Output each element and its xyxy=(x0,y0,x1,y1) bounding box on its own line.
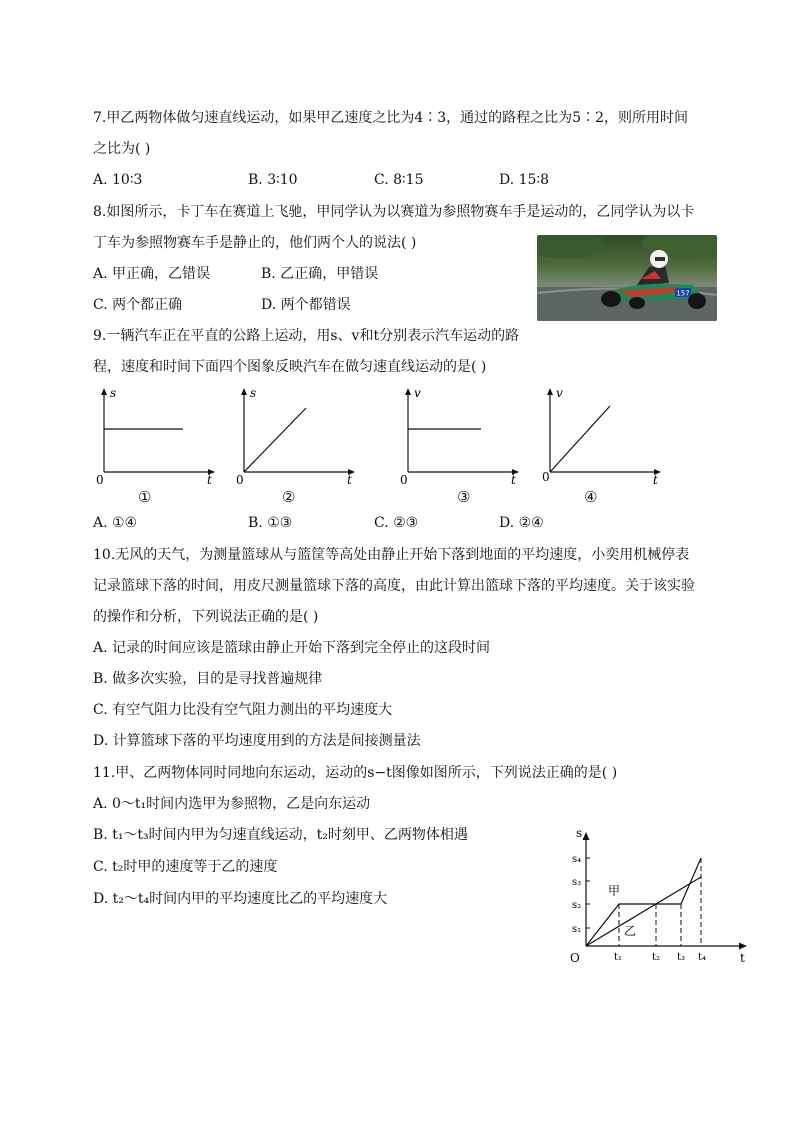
graph-3-origin: 0 xyxy=(400,473,408,485)
q11-ytick-s3: s₃ xyxy=(572,877,582,888)
graph-2-xlabel: t xyxy=(347,473,352,485)
q8-option-a: A. 甲正确，乙错误 xyxy=(93,266,211,282)
graph-3-vt-horizontal xyxy=(396,385,526,485)
q11-xtick-t2: t₂ xyxy=(652,952,661,963)
q11-graph-origin: O xyxy=(570,951,580,965)
q8-stem-line1: 8.如图所示，卡丁车在赛道上飞驰，甲同学认为以赛道为参照物赛车手是运动的，乙同学认为以卡 xyxy=(93,204,695,220)
graph-1-ylabel: s xyxy=(110,386,117,400)
graph-1-origin: 0 xyxy=(96,473,104,485)
graph-1-xlabel: t xyxy=(207,473,212,485)
q8-stem-line2: 丁车为参照物赛车手是静止的，他们两个人的说法( ) xyxy=(93,235,417,251)
q11-option-d: D. t₂～t₄时间内甲的平均速度比乙的平均速度大 xyxy=(93,891,388,907)
q11-xtick-t4: t₄ xyxy=(698,952,707,963)
q11-ytick-s4: s₄ xyxy=(572,854,582,865)
q9-option-d: D. ②④ xyxy=(499,515,544,531)
q7-stem-line1: 7.甲乙两物体做匀速直线运动，如果甲乙速度之比为4∶3，通过的路程之比为5∶2，则所用时间 xyxy=(93,110,688,126)
q10-option-c: C. 有空气阻力比没有空气阻力测出的平均速度大 xyxy=(93,702,393,718)
q11-graph-xlabel: t xyxy=(740,951,745,965)
graph-2-ylabel: s xyxy=(250,386,257,400)
q10-stem-line2: 记录篮球下落的时间，用皮尺测量篮球下落的高度，由此计算出篮球下落的平均速度。关于该实验 xyxy=(93,578,695,594)
graph-4-number: ④ xyxy=(584,488,598,506)
graph-3-ylabel: v xyxy=(414,386,421,400)
q11-st-graph xyxy=(560,825,760,970)
q11-label-jia: 甲 xyxy=(608,884,621,898)
q8-option-c: C. 两个都正确 xyxy=(93,297,183,313)
q11-ytick-s2: s₂ xyxy=(572,900,582,911)
graph-2-origin: 0 xyxy=(236,473,244,485)
graph-3-number: ③ xyxy=(457,488,471,506)
q9-option-b: B. ①③ xyxy=(248,515,293,531)
graph-4-vt-diagonal xyxy=(538,385,668,485)
q10-stem-line3: 的操作和分析，下列说法正确的是( ) xyxy=(93,609,319,625)
q7-stem-line2: 之比为( ) xyxy=(93,141,151,157)
graph-4-ylabel: v xyxy=(556,386,563,400)
kart-number: 157 xyxy=(676,289,690,298)
graph-2-st-diagonal xyxy=(232,385,362,485)
q10-stem-line1: 10.无风的天气，为测量篮球从与篮筐等高处由静止开始下落到地面的平均速度，小奕用机械停表 xyxy=(93,547,690,563)
q7-option-c: C. 8∶15 xyxy=(374,172,424,188)
q11-option-c: C. t₂时甲的速度等于乙的速度 xyxy=(93,859,278,875)
q7-option-a: A. 10∶3 xyxy=(93,172,143,188)
q11-label-yi: 乙 xyxy=(624,924,637,938)
q11-ytick-s1: s₁ xyxy=(572,924,582,935)
q11-xtick-t1: t₁ xyxy=(614,952,623,963)
q7-option-d: D. 15∶8 xyxy=(499,172,549,188)
graph-1-st-horizontal xyxy=(92,385,222,485)
go-kart-photo xyxy=(537,235,717,321)
graph-4-xlabel: t xyxy=(653,473,658,485)
q11-stem: 11.甲、乙两物体同时同地向东运动，运动的s−t图像如图所示，下列说法正确的是( ) xyxy=(93,765,618,781)
graph-4-origin: 0 xyxy=(542,470,550,484)
graph-2-number: ② xyxy=(282,488,296,506)
q11-xtick-t3: t₃ xyxy=(677,952,686,963)
q11-option-b: B. t₁～t₃时间内甲为匀速直线运动，t₂时刻甲、乙两物体相遇 xyxy=(93,827,468,843)
q9-option-a: A. ①④ xyxy=(93,515,138,531)
q8-option-d: D. 两个都错误 xyxy=(261,297,351,313)
q10-option-d: D. 计算篮球下落的平均速度用到的方法是间接测量法 xyxy=(93,733,421,749)
q8-option-b: B. 乙正确，甲错误 xyxy=(261,266,379,282)
graph-3-xlabel: t xyxy=(511,473,516,485)
q9-stem-line2: 程，速度和时间下面四个图象反映汽车在做匀速直线运动的是( ) xyxy=(93,359,487,375)
q10-option-a: A. 记录的时间应该是篮球由静止开始下落到完全停止的这段时间 xyxy=(93,640,491,656)
q11-option-a: A. 0～t₁时间内选甲为参照物，乙是向东运动 xyxy=(93,796,371,812)
graph-1-number: ① xyxy=(138,488,152,506)
q10-option-b: B. 做多次实验，目的是寻找普遍规律 xyxy=(93,671,323,687)
q9-option-c: C. ②③ xyxy=(374,515,419,531)
q9-stem-line1: 9.一辆汽车正在平直的公路上运动，用s、v和t分别表示汽车运动的路 xyxy=(93,328,520,344)
q7-option-b: B. 3∶10 xyxy=(248,172,298,188)
q11-graph-ylabel: s xyxy=(576,826,583,840)
